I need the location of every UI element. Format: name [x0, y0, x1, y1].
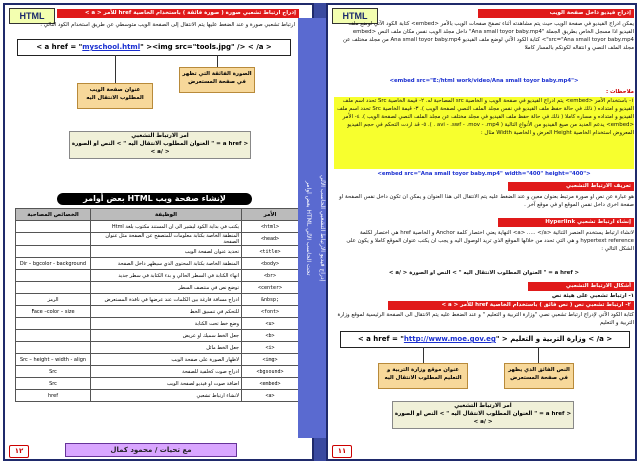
tag-cell: <bgsound> [242, 366, 299, 378]
tag-cell: <html> [242, 221, 299, 233]
function-cell: ادراج صوت كخلفية للصفحة [91, 366, 242, 378]
author-footer: مع تحيات / محمود كمال [65, 443, 237, 457]
table-row [16, 258, 299, 270]
table-row [16, 378, 299, 390]
page-number: ١٢ [9, 445, 29, 458]
moe-paragraph: كتابة الكود الآتي لإدراج ارتباط تشعبي نصي "وزارة التربية و التعليم " و عند الضغط عليه يتم الانتقال الى الصفحة الرئيسية لموقع وزارة التربية و التعليم [337, 312, 634, 326]
callout-image: الصورة الفائقة التي تظهر في صفحة المستعرض [179, 67, 255, 93]
function-cell: توضع نص في منتصف السطر [91, 282, 242, 294]
notes-title: ملاحظات : [605, 89, 634, 95]
notes-list: ١- باستخدام الأمر <embed> يتم ادراج الفيديو في صفحة الويب و الخاصية src المصاحبة له. ٢- قيمة الخاصية Src تحدد اسم ملف الفيديو و امتداده ( ذلك في حالة حفظ ملف الفيديو في نفس مجلد الملف النصي لصفحة الويب ). ٣- قيمة الخاصية Src تحدد اسم ملف الفيديو و امتداده و مساره كاملا ( ذلك في حالة حفظ ملف الفيديو في مجلد مختلف عن مجلد الملف النصي لصفحة الويب ). ٤- الأمر <embed> يدعم العديد من صيغ الفيديو من الأنواع التالية ( avi - .swf - .mov - .mp4 . ). ٥- قد اردت التحكم في حجم الفيديو المعروض استخدام الخاصية Height العرض و الخاصية Width مثال : [334, 97, 634, 169]
code-prefix: < a href = " [36, 43, 83, 51]
video-paragraph: يمكن ادراج الفيديو في صفحة الويب حيث يتم مشاهدته أثناء تصفح صفحات الويب بالأمر <embed> كتابة الكود الآتي لوضع ملف الفيديو اذا مسجل الخاص بطريق الجملة "Ana small toyor baby.mp4" داخل مجلد الويب نفس مكان ملف النص <embed src="Ana small toyor baby.mp4"> كتابة الكود الآتي لوضع ملف الفيديو Ana small toyor baby.mp4 من مجلد مختلف عن مجلد الملف النصي و انتقاله لكونكم بالمسار كاملا [342, 21, 634, 51]
video-code-path: <embed src="E:/html work/video/Ana small toyor baby.mp4"> [389, 78, 579, 84]
tag-cell: <b> [242, 330, 299, 342]
arrow-line [538, 347, 539, 363]
callout-hypertext: النص الفائق الذي يظهر في صفحة المستعرض [504, 363, 574, 389]
function-cell: تحديد عنوان لصفحة الويب [91, 246, 242, 258]
tag-cell: <body> [242, 258, 299, 270]
tag-cell: <a> [242, 390, 299, 402]
props-column-header: الخصائص المصاحبة [16, 209, 91, 221]
table-row [16, 354, 299, 366]
tag-cell: <center> [242, 282, 299, 294]
right-page [326, 3, 637, 461]
table-row [16, 270, 299, 282]
function-cell: للتحكم في تنسيق الخط [91, 306, 242, 318]
table-row [16, 233, 299, 246]
table-row [16, 366, 299, 378]
props-cell [16, 342, 91, 354]
moe-code-url: http://www.moe.gov.eg [403, 335, 496, 343]
left-page [3, 3, 314, 461]
code-suffix: " ><img src="tools.jpg" /> < /a > [140, 43, 272, 51]
tag-cell: <i> [242, 342, 299, 354]
left-intro-text: ارتباط تشعبي صورة و عند الضغط عليها يتم الانتقال إلى الصفحة الويب متوسطي عن طريق استخدام الكود التالي : [40, 22, 295, 28]
props-cell: Dir – bgcolor - background [16, 258, 91, 270]
table-row [16, 390, 299, 402]
text-hyperlink-item: ١- ارتباط تشعبي على هيئة نص [551, 293, 634, 299]
code-prefix: < a href = " [357, 335, 404, 343]
arrow-line [423, 347, 424, 363]
right-hyperlink-box [392, 401, 574, 429]
table-row [16, 306, 299, 318]
props-cell [16, 246, 91, 258]
hyperlink-forms-header: أشكال الارتباط التشعبي [528, 282, 634, 291]
function-column-header: الوظيفة [91, 209, 242, 221]
props-cell: Src – height – width - align [16, 354, 91, 366]
table-row [16, 318, 299, 330]
function-cell: ادراج مسافة فارغة بين الكلمات عند عرضها في نافذة المستعرض [91, 294, 242, 306]
table-row [16, 330, 299, 342]
props-cell [16, 221, 91, 233]
left-code-box [17, 39, 291, 56]
props-cell: Src [16, 378, 91, 390]
function-cell: انهاء الكتابة في السطر الحالي و بدء الكتابة في سطر جديد [91, 270, 242, 282]
function-cell: جعل الخط سميك او عريض [91, 330, 242, 342]
props-cell [16, 282, 91, 294]
props-cell: href [16, 390, 91, 402]
callout-url: عنوان صفحة الويب المطلوب الانتقال اليه [77, 83, 153, 109]
left-hyperlink-box [69, 131, 251, 159]
function-cell: لاظهار الصورة على صفحة الويب [91, 354, 242, 366]
props-cell [16, 330, 91, 342]
tag-cell: <u> [242, 318, 299, 330]
tag-column-header: الأمر [242, 209, 299, 221]
left-side-strip: بعض أوامر HTML تحت الحاسب الآلي [298, 18, 312, 438]
props-cell: الرمز [16, 294, 91, 306]
function-cell: المنطقة الخاصة بكتابة المحتوى الذي سيظهر داخل الصفحة [91, 258, 242, 270]
tag-cell: <embed> [242, 378, 299, 390]
right-side-strip: إدراج فيديو الارتباط التشعبي الحاسب الآلي [312, 18, 326, 438]
video-size-code: <embed src="Ana small toyor baby.mp4" width="400" height="400"> [377, 171, 591, 177]
props-cell: Src [16, 366, 91, 378]
tag-cell: <head> [242, 233, 299, 246]
right-page-tab: HTML [332, 8, 378, 24]
left-header-bar: إدراج ارتباط تشعبي صورة ( صورة فائقة ) باستخدام الخاصية href للأمر < a > [57, 9, 299, 18]
tag-cell: &nbsp; [242, 294, 299, 306]
html-tags-table [15, 208, 299, 402]
hyperlink-title: امر الارتباط التشعبي [454, 403, 512, 409]
function-cell: لانشاء ارتباط تشعبي [91, 390, 242, 402]
props-cell [16, 270, 91, 282]
function-cell: يكتب في بداية الكود ليشير الى ان المستند مكتوب بلغة Html [91, 221, 242, 233]
hyperlink-title: امر الارتباط التشعبي [131, 133, 189, 139]
code-url: myschool.html [82, 43, 141, 51]
table-header-row [16, 209, 299, 221]
hyperlink-definition-header: تعريف الارتباط التشعبي [508, 182, 634, 191]
props-cell [16, 318, 91, 330]
page-number: ١١ [332, 445, 352, 458]
hyperlink-syntax: < a href = " العنوان المطلوب الانتقال اليه " > النص او الصورة < /a > [71, 141, 249, 155]
create-hyperlink-header: إنشاء ارتباط تشعبي Hyperlink [498, 218, 634, 227]
table-row [16, 294, 299, 306]
table-row [16, 246, 299, 258]
table-row [16, 221, 299, 233]
function-cell: وضع خط تحت الكتابة [91, 318, 242, 330]
hyperlink-syntax: < a href = " العنوان المطلوب الانتقال اليه " > النص او الصورة < /a > [394, 411, 572, 425]
function-cell: جعل الخط مائل [91, 342, 242, 354]
table-row [16, 342, 299, 354]
left-page-tab: HTML [9, 8, 55, 24]
text-hyperlink-bar: ٢- ارتباط تشعبي نص ( نص فائق ) باستخدام الخاصية href للأمر < a > [388, 301, 634, 310]
function-cell: اضافة صوت او فيديو لصفحة الويب [91, 378, 242, 390]
create-hyperlink-text: لانشاء ارتباط يستخدم العنصر الثنائية <a> ..... </a> النهاية يعني اختصار كلمة Anchor و الخاصية href هي اختصار لكلمة hypertext reference و هي التي تحدد من خلالها الموقع الذي تريد الوصول اليه و يجب ان يكتب عنوان الموقع كاملا و يكون على الشكل التالي : [346, 230, 634, 252]
moe-code-box [340, 331, 630, 348]
table-row [16, 282, 299, 294]
hyperlink-definition-text: هو عبارة عن نص او صورة مرتبط بعنوان معين و عند الضغط عليه يتم الانتقال الى هذا العنوان و يمكن ان تكون داخل نفس الصفحة او صفحة اخرى داخل نفس الموقع او في موقع آخر . [339, 194, 634, 208]
tag-cell: <font> [242, 306, 299, 318]
arrow-line [115, 55, 116, 83]
arrow-line [217, 55, 218, 67]
props-cell [16, 233, 91, 246]
props-cell: Face –color – size [16, 306, 91, 318]
callout-moe-url: عنوان موقع وزارة التربية و التعليم المطلوب الانتقال اليه [378, 363, 468, 389]
tag-cell: <img> [242, 354, 299, 366]
tag-cell: <title> [242, 246, 299, 258]
video-header-bar: إدراج فيديو داخل صفحة الويب [478, 9, 634, 18]
table-title: بعض أوامر HTML لإنشاء صفحة ويب [57, 193, 252, 205]
function-cell: المنطقة الخاصة بكتابة معلومات للمتصفح عن الصفحة مثل عنوان الصفحة [91, 233, 242, 246]
tag-cell: <br> [242, 270, 299, 282]
hyperlink-syntax-line: < a href = " العنوان المطلوب الانتقال اليه " > النص او الصورة < /a > [388, 270, 580, 276]
code-suffix: " > وزارة التربية و التعليم < /a > [495, 335, 613, 343]
